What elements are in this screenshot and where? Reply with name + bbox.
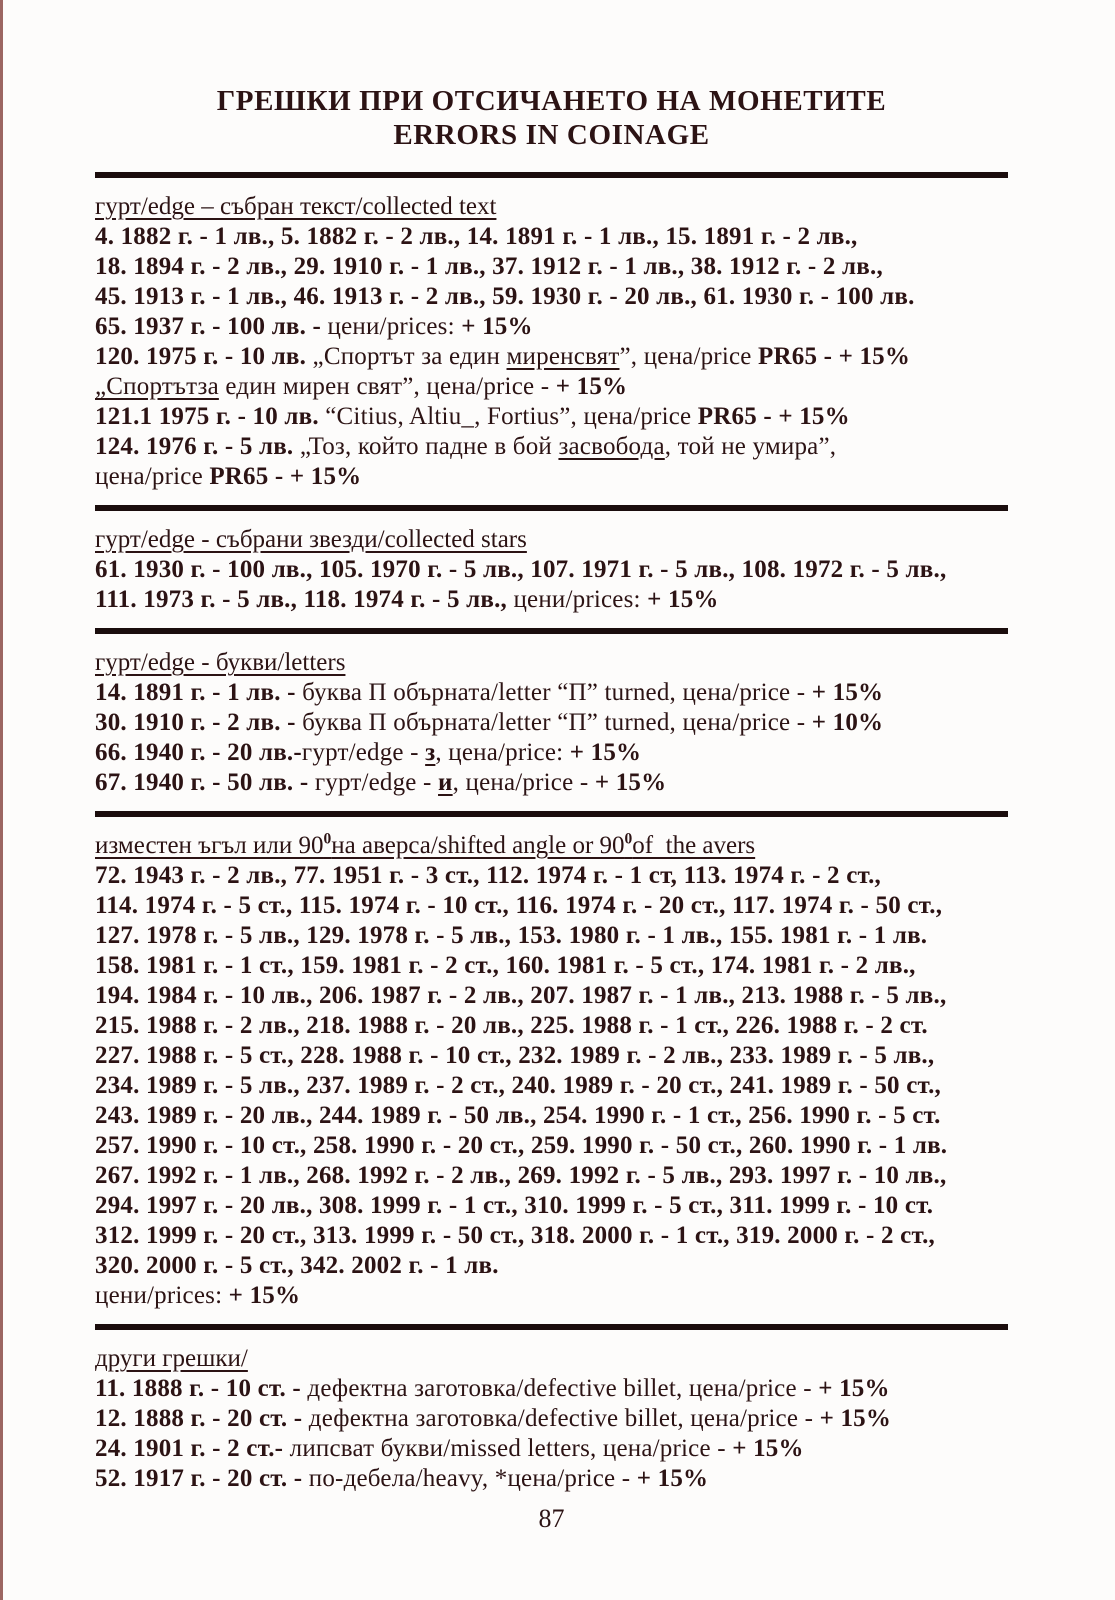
section-heading-text [95,832,755,859]
text-line [95,1161,1008,1191]
text-segment: 294. 1997 г. - 20 лв., 308. 1999 г. - 1 ст., 310. 1999 г. - 5 ст., 311. 1999 г. - 10 ст. [95,1192,934,1219]
section-divider [95,1324,1008,1330]
text-segment: липсват букви/missed letters, цена/price - [289,1435,733,1462]
text-segment: 257. 1990 г. - 10 ст., 258. 1990 г. - 20 ст., 259. 1990 г. - 50 ст., 260. 1990 г. - 1 лв. [95,1132,948,1159]
text-segment: PR65 - + 15% [758,343,911,370]
text-line [95,222,1008,252]
section-divider [95,811,1008,817]
text-line [95,738,1008,768]
text-segment: 267. 1992 г. - 1 лв., 268. 1992 г. - 2 лв., 269. 1992 г. - 5 лв., 293. 1997 г. - 10 лв., [95,1162,947,1189]
text-line [95,1251,1008,1281]
text-line [95,1191,1008,1221]
text-line [95,981,1008,1011]
text-segment: з [425,739,436,766]
text-segment: гурт/edge - [314,769,439,796]
text-segment: + 15% [811,679,884,706]
text-segment: гурт/edge - букви/letters [95,649,346,676]
section-divider [95,628,1008,634]
section-heading [95,525,1008,555]
text-segment: 14. 1891 г. - 1 лв. - [95,679,303,706]
text-segment: 66. 1940 г. - 20 лв.- [95,739,302,766]
text-line [95,312,1008,342]
text-segment: 215. 1988 г. - 2 лв., 218. 1988 г. - 20 лв., 225. 1988 г. - 1 ст., 226. 1988 г. - 2 ст. [95,1012,928,1039]
text-segment: дефектна заготовка/defective billet, цена/price - [307,1375,819,1402]
section-heading [95,648,1008,678]
text-segment: 243. 1989 г. - 20 лв., 244. 1989 г. - 50 лв., 254. 1990 г. - 1 ст., 256. 1990 г. - 5 ст. [95,1102,941,1129]
section-divider [95,505,1008,511]
text-segment: + 15% [569,739,642,766]
text-segment: + 15% [594,769,667,796]
text-line [95,1041,1008,1071]
section-heading-text [95,526,527,553]
text-segment: 30. 1910 г. - 2 лв. - [95,709,303,736]
text-segment: изместен ъгъл или 90 [95,832,324,859]
text-line [95,1434,1008,1464]
text-line [95,768,1008,798]
text-segment: 320. 2000 г. - 5 ст., 342. 2002 г. - 1 лв. [95,1252,499,1279]
text-segment: + 15% [647,586,719,613]
text-segment: 0 [624,830,633,848]
text-line [95,891,1008,921]
text-segment: “Citius, Altiu_, Fortius”, цена/price [325,403,698,430]
text-segment: 227. 1988 г. - 5 ст., 228. 1988 г. - 10 ст., 232. 1989 г. - 2 лв., 233. 1989 г. - 5 лв., [95,1042,935,1069]
text-segment: „Тоз, който падне в бой [299,433,559,460]
text-segment: други грешки/ [95,1345,248,1372]
text-segment: PR65 - + 15% [209,463,362,490]
text-segment: по-дебела/heavy, *цена/price - [308,1465,637,1492]
text-line [95,1131,1008,1161]
page-number: 87 [538,1504,565,1533]
text-segment: , цена/price: [435,739,570,766]
section-heading-text [95,1345,248,1372]
text-segment: , цена/price - [452,769,595,796]
text-segment: цени/prices: [327,313,462,340]
text-line [95,1101,1008,1131]
text-line [95,1281,1008,1311]
text-line [95,1221,1008,1251]
text-segment: 12. 1888 г. - 20 ст. - [95,1405,309,1432]
text-segment: цени/prices: [513,586,648,613]
text-segment: 45. 1913 г. - 1 лв., 46. 1913 г. - 2 лв., 59. 1930 г. - 20 лв., 61. 1930 г. - 100 лв. [95,283,915,310]
text-segment: на аверса/shifted angle or 90 [331,832,625,859]
text-line [95,1464,1008,1494]
text-line [95,1404,1008,1434]
text-line [95,1374,1008,1404]
text-line [95,252,1008,282]
text-segment: 65. 1937 г. - 100 лв. - [95,313,328,340]
text-segment: гурт/edge – събран текст/collected text [95,193,497,220]
page-title-bulgarian: ГРЕШКИ ПРИ ОТСИЧАНЕТО НА МОНЕТИТЕ [216,85,887,117]
text-line [95,585,1008,615]
section-divider [95,172,1008,178]
text-segment: цени/prices: [95,1282,229,1309]
section-heading [95,831,1008,861]
text-line [95,678,1008,708]
page-title [95,84,1008,152]
text-line [95,432,1008,462]
text-segment: 194. 1984 г. - 10 лв., 206. 1987 г. - 2 лв., 207. 1987 г. - 1 лв., 213. 1988 г. - 5 лв., [95,982,947,1009]
text-segment: 61. 1930 г. - 100 лв., 105. 1970 г. - 5 лв., 107. 1971 г. - 5 лв., 108. 1972 г. - 5 лв., [95,556,947,583]
text-segment: цена/price [95,463,210,490]
sections-container [95,172,1008,1494]
section-heading-text [95,649,345,676]
text-segment: 67. 1940 г. - 50 лв. - [95,769,315,796]
text-segment: 111. 1973 г. - 5 лв., 118. 1974 г. - 5 лв., [95,586,514,613]
text-segment: 158. 1981 г. - 1 ст., 159. 1981 г. - 2 ст., 160. 1981 г. - 5 ст., 174. 1981 г. - 2 лв., [95,952,916,979]
text-segment: засвобода [558,433,665,460]
text-segment: + 15% [636,1465,709,1492]
text-segment: of the avers [632,832,756,859]
text-segment: + 15% [819,1405,892,1432]
text-segment: 120. 1975 г. - 10 лв. [95,343,313,370]
text-segment: + 15% [461,313,533,340]
text-segment: „Спортътза [95,373,219,400]
text-line [95,342,1008,372]
text-segment: + 15% [555,373,628,400]
text-segment: 312. 1999 г. - 20 ст., 313. 1999 г. - 50 ст., 318. 2000 г. - 1 ст., 319. 2000 г. - 2 ст., [95,1222,935,1249]
text-segment: ”, цена/price [619,343,759,370]
text-line [95,708,1008,738]
text-segment: 4. 1882 г. - 1 лв., 5. 1882 г. - 2 лв., 14. 1891 г. - 1 лв., 15. 1891 г. - 2 лв., [95,223,858,250]
text-segment: 121.1 1975 г. - 10 лв. [95,403,326,430]
text-line [95,1071,1008,1101]
text-segment: един мирен свят”, цена/price - [218,373,556,400]
page-content [95,0,1008,1534]
text-segment: буква П обърната/letter “П” turned, цена/price - [302,709,812,736]
text-line [95,555,1008,585]
text-segment: гурт/edge - [301,739,426,766]
text-segment: 52. 1917 г. - 20 ст. - [95,1465,309,1492]
section-heading [95,1344,1008,1374]
text-segment: + 10% [811,709,884,736]
page-title-english: ERRORS IN COINAGE [393,119,710,151]
text-segment: 18. 1894 г. - 2 лв., 29. 1910 г. - 1 лв., 37. 1912 г. - 1 лв., 38. 1912 г. - 2 лв., [95,253,883,280]
text-line [95,462,1008,492]
text-segment: , той не умира”, [664,433,837,460]
text-segment: 11. 1888 г. - 10 ст. - [95,1375,308,1402]
text-segment: дефектна заготовка/defective billet, цена/price - [308,1405,820,1432]
text-line [95,1011,1008,1041]
text-segment: 0 [323,830,332,848]
text-segment: 127. 1978 г. - 5 лв., 129. 1978 г. - 5 лв., 153. 1980 г. - 1 лв., 155. 1981 г. - 1 лв. [95,922,928,949]
text-segment: 114. 1974 г. - 5 ст., 115. 1974 г. - 10 ст., 116. 1974 г. - 20 ст., 117. 1974 г. - 50 ст., [95,892,943,919]
text-line [95,951,1008,981]
text-segment: „Спортът за един [312,343,507,370]
text-segment: буква П обърната/letter “П” turned, цена/price - [302,679,812,706]
text-segment: 234. 1989 г. - 5 лв., 237. 1989 г. - 2 ст., 240. 1989 г. - 20 ст., 241. 1989 г. - 50 ст., [95,1072,941,1099]
text-line [95,372,1008,402]
section-heading-text [95,193,496,220]
text-line [95,861,1008,891]
text-segment: + 15% [228,1282,301,1309]
text-segment: 72. 1943 г. - 2 лв., 77. 1951 г. - 3 ст., 112. 1974 г. - 1 ст, 113. 1974 г. - 2 ст., [95,862,881,889]
page-left-border [0,0,3,1600]
text-segment: 124. 1976 г. - 5 лв. [95,433,300,460]
text-segment: гурт/edge - събрани звезди/collected stars [95,526,527,553]
section-heading [95,192,1008,222]
text-segment: 24. 1901 г. - 2 ст.- [95,1435,290,1462]
text-segment: и [438,769,453,796]
text-segment: миренсвят [506,343,620,370]
text-line [95,921,1008,951]
text-line [95,402,1008,432]
text-segment: + 15% [818,1375,890,1402]
text-segment: + 15% [732,1435,804,1462]
text-line [95,282,1008,312]
text-segment: PR65 - + 15% [697,403,850,430]
